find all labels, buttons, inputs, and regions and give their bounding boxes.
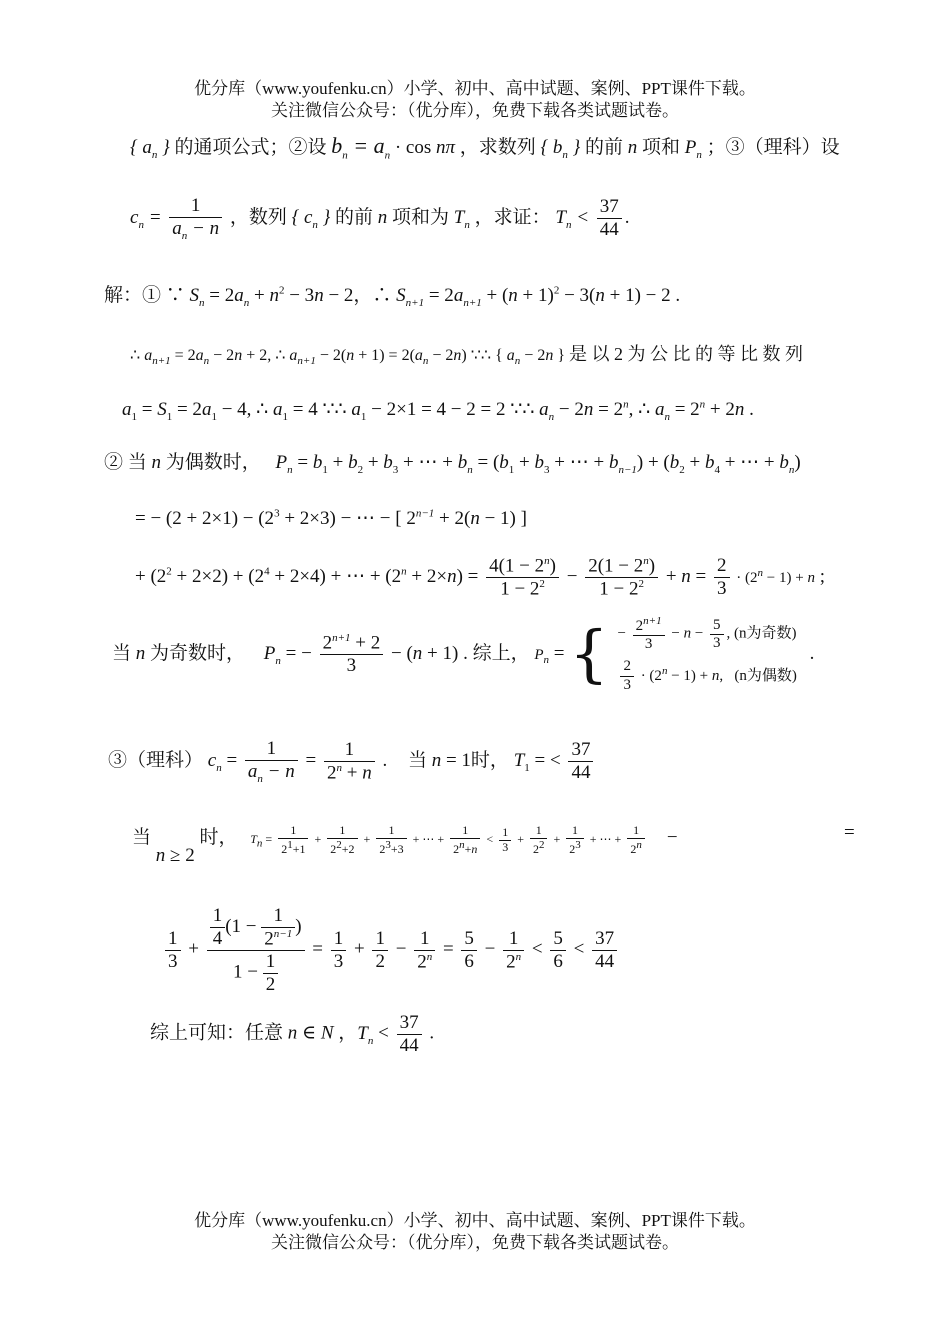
text-frag: 项和为 [392, 207, 450, 228]
text-frag: 综上可知：任意 [150, 1022, 284, 1044]
text-frag: ；③（理科）设 [706, 137, 840, 158]
text-frag: 的通项公式；②设 [174, 137, 327, 158]
text-frag: 时， [470, 750, 509, 771]
solution-line-2: ∴ $a_{n+1} = 2a_n - 2n + 2$, ∴ $a_{n+1} - 2(n + 1) = 2(a_n - 2n)$ ∵∴ { $a_n - 2n$ } 是 以 2 为 公 比 的 等 比 数 列 [130, 344, 804, 368]
part3-line-1: ③（理科） $c_n$ = $\frac{1}{a_n - n}$ = $\frac{1}{2^n + n}$ . 当 n = 1时， $T_1$ = < $\frac{37}{44}$ [108, 738, 596, 785]
text-frag: 解：① [104, 285, 162, 306]
text-frag: 是 以 2 为 公 比 的 等 比 数 列 [569, 344, 804, 364]
problem-line-2: $c_n$ = $\frac{1}{a_n - n}$ ，数列 { $c_n$ } 的前 n 项和为 $T_n$ ，求证： $T_n$ < $\frac{37}{44}$ . [130, 195, 630, 242]
even-case-line-3: + $(2^2 + 2\times 2) + (2^4 + 2\times 4)$ + ⋯ + $(2^n + 2\times n)$ = $\frac{4(1 - 2^n)}{1 - 2^2}$ − $\frac{2(1 - 2^n)}{1 - 2^2}$ + n = $\frac{2}{3}$ · $(2^n - 1) + n$ ; [135, 555, 825, 600]
text-frag: 项和 [642, 137, 681, 158]
text-frag: 为奇数时， [150, 642, 246, 664]
text-frag: 时， [199, 827, 238, 848]
text-frag: ，求证： [474, 207, 551, 228]
text-frag: 当 [407, 750, 427, 771]
text-frag: 当 [112, 642, 132, 664]
solution-line-3: $a_1 = S_1 = 2a_1 - 4$, ∴ $a_1 = 4$ ∵∴ $a_1 - 2\times 1 = 4 - 2 = 2$ ∵∴ $a_n - 2n = 2^n$, ∴ $a_n = 2^n + 2n$ . [122, 398, 754, 423]
even-case-line-2: = − $(2 + 2\times 1) - (2^3 + 2\times 3)$ − ⋯ − [ $2^{n-1} + 2(n - 1)$ ] [135, 507, 527, 529]
part3-line-2: 当 n ≥ 2 时， $T_n$ = $\frac{1}{2^1+1}$ + $\frac{1}{2^2+2}$ + $\frac{1}{2^3+3}$ + ⋯ + $\frac{1}{2^n+n}$ < $\frac{1}{3}$ + $\frac{1}{2^2}$ + $\frac{1}{2^3}$ + ⋯ + $\frac{1}{2^n}$ − = [132, 822, 855, 866]
part3-line-3: $\frac{1}{3}$ + $\frac{1}{4}$ (1 − $\frac{1}{2^{n-1}}$ ) 1 − $\frac{1}{2}$ = $\frac{1}{3}$ + $\frac{1}{2}$ − $\frac{1}{2^n}$ = $\frac{5}{6}$ − $\frac{1}{2^n}$ < $\frac{5}{6}$ < $\frac{37}{44}$ [162, 905, 620, 996]
solution-line-1: 解：① ∵ $S_n = 2a_n + n^2 - 3n - 2$，∴ $S_{n+1} = 2a_{n+1} + (n + 1)^2 - 3(n + 1) - 2$ . [104, 284, 681, 309]
text-frag: ，数列 [229, 207, 287, 228]
even-case-line: ② 当 n 为偶数时， $P_n = b_1 + b_2 + b_3$ + ⋯ + $b_n = (b_1 + b_3$ + ⋯ + $b_{n-1}) + (b_2 + b_4$ + ⋯ + $b_n$) [104, 452, 801, 476]
problem-line-1: { $a_n$ } 的通项公式；②设 $b_n = a_n \cdot \cos n\pi$ ，求数列 { $b_n$ } 的前 n 项和 $P_n$ ；③（理科）设 [130, 133, 840, 162]
odd-label: (n为奇数) [734, 625, 797, 642]
text-frag: 综上， [472, 642, 530, 664]
text-frag: 的前 [585, 137, 624, 158]
text-frag: 当 [132, 827, 152, 848]
header-line-1: 优分库（www.youfenku.cn）小学、初中、高中试题、案例、PPT课件下载。 [194, 79, 756, 98]
conclusion-line: 综上可知：任意 n ∈ N ，$T_n$ < $\frac{37}{44}$ . [150, 1012, 435, 1056]
even-label: (n为偶数) [734, 667, 797, 684]
footer-line-1: 优分库（www.youfenku.cn）小学、初中、高中试题、案例、PPT课件下载。 [194, 1211, 756, 1230]
text-frag: ③（理科） [108, 750, 204, 771]
page-header [0, 78, 950, 122]
text-frag: 为偶数时， [165, 452, 261, 473]
text-frag: ② 当 [104, 452, 147, 473]
page-footer [0, 1210, 950, 1254]
text-frag: 的前 [335, 207, 374, 228]
piecewise-cases: − $\frac{2^{n+1}}{3}$ − n − $\frac{5}{3}$ , (n为奇数) $\frac{2}{3}$ · $(2^n - 1) + n$, (n为偶数) [617, 615, 797, 693]
odd-case-line: 当 n 为奇数时， $P_n$ = − $\frac{2^{n+1} + 2}{3}$ − (n + 1) . 综上， $P_n$ = { − $\frac{2^{n+1}}{3}$ − n − $\frac{5}{3}$ , (n为奇数) $\frac{2}{3}$ · $(2^n - 1) + n$, (n为偶数) . [112, 615, 815, 693]
header-line-2: 关注微信公众号：（优分库），免费下载各类试题试卷。 [271, 101, 679, 120]
text-frag: ，求数列 [459, 137, 536, 158]
footer-line-2: 关注微信公众号：（优分库），免费下载各类试题试卷。 [271, 1233, 679, 1252]
